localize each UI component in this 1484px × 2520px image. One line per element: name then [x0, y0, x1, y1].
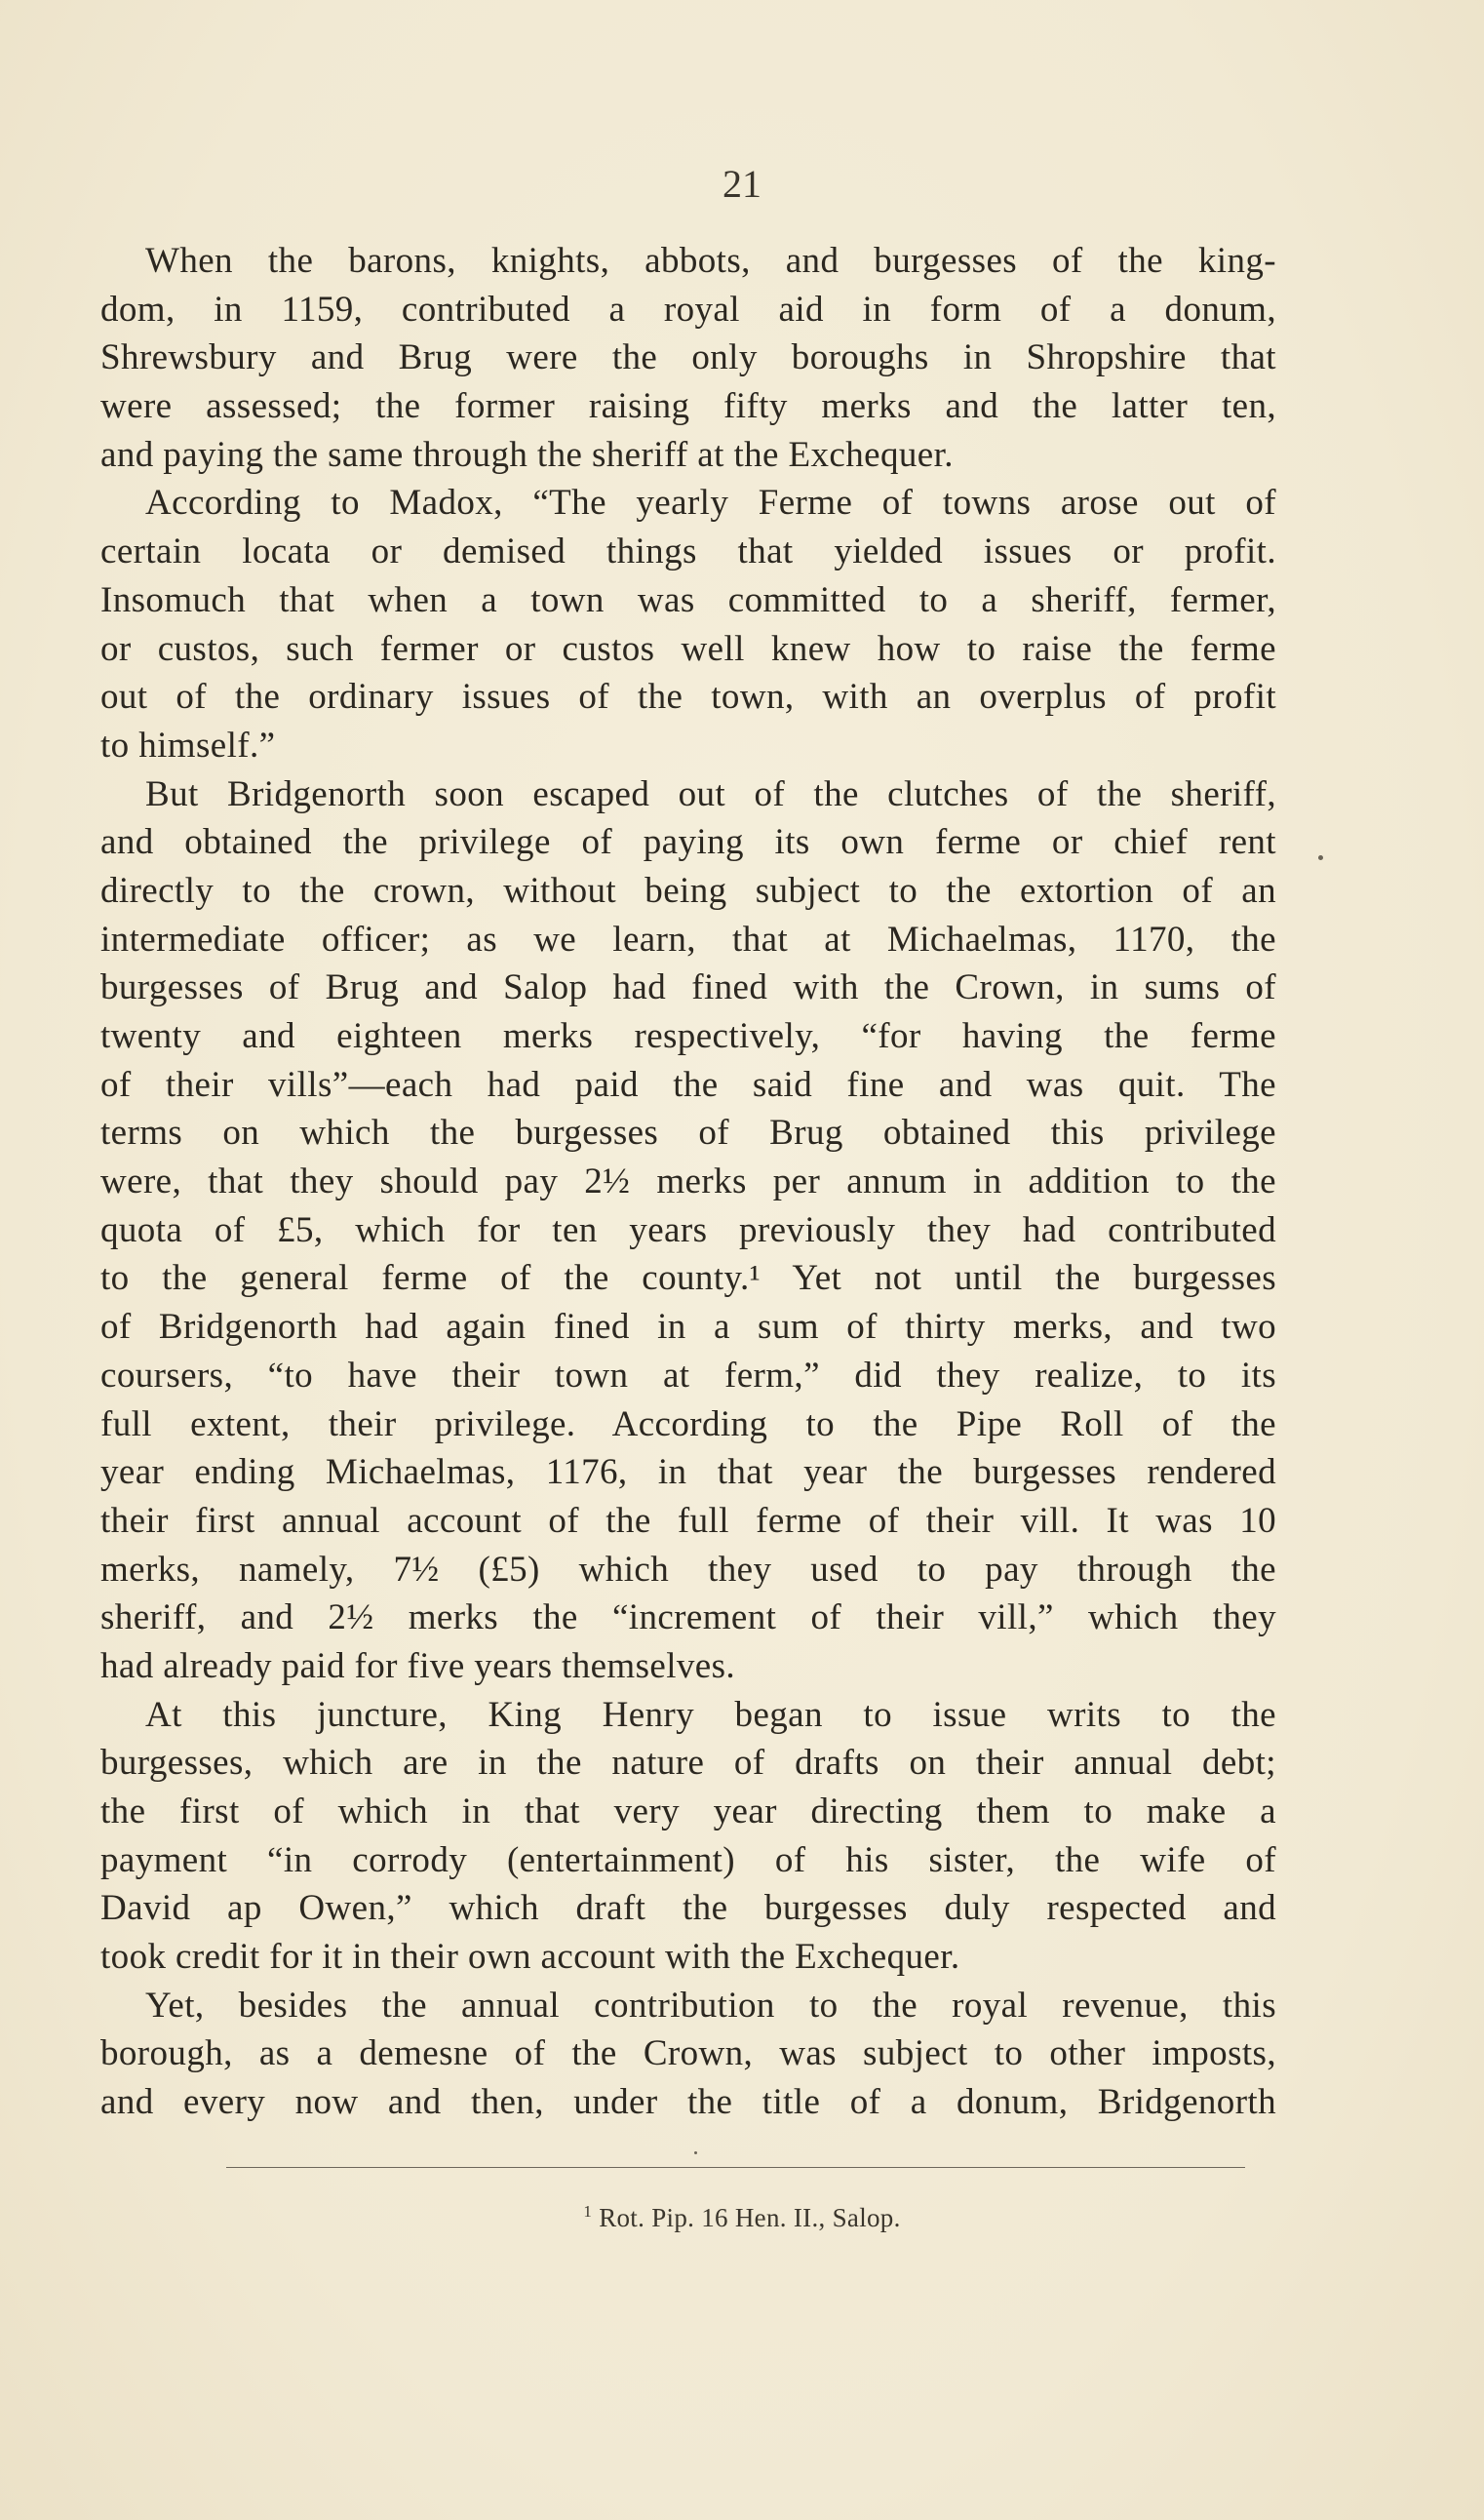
footnote-mark: 1: [583, 2202, 593, 2221]
text-line: sheriff, and 2½ merks the “increment of their vill,” which they: [100, 1597, 1276, 1638]
text-line: directly to the crown, without being subject to the extortion of an: [100, 870, 1276, 911]
text-line: and obtained the privilege of paying its own ferme or chief rent: [100, 822, 1276, 863]
text-line: burgesses of Brug and Salop had fined with the Crown, in sums of: [100, 967, 1276, 1008]
text-line: were assessed; the former raising fifty merks and the latter ten,: [100, 386, 1276, 427]
text-line: burgesses, which are in the nature of drafts on their annual debt;: [100, 1743, 1276, 1784]
text-line: took credit for it in their own account with the Exchequer.: [100, 1937, 960, 1978]
text-line: Yet, besides the annual contribution to the royal revenue, this: [145, 1985, 1276, 2026]
text-line: twenty and eighteen merks respectively, “for having the ferme: [100, 1016, 1276, 1056]
ink-speck: [694, 2151, 697, 2154]
text-line: When the barons, knights, abbots, and burgesses of the king-: [145, 241, 1276, 281]
text-line: or custos, such fermer or custos well knew how to raise the ferme: [100, 628, 1276, 669]
text-line: terms on which the burgesses of Brug obtained this privilege: [100, 1113, 1276, 1154]
text-line: and every now and then, under the title of a donum, Bridgenorth: [100, 2082, 1276, 2123]
text-line: their first annual account of the full ferme of their vill. It was 10: [100, 1500, 1276, 1541]
text-line: dom, in 1159, contributed a royal aid in form of a donum,: [100, 289, 1276, 330]
text-line: Insomuch that when a town was committed to a sheriff, fermer,: [100, 579, 1276, 620]
page-number: 21: [722, 162, 762, 206]
text-line: year ending Michaelmas, 1176, in that year the burgesses rendered: [100, 1452, 1276, 1493]
text-line: of Bridgenorth had again fined in a sum of thirty merks, and two: [100, 1307, 1276, 1348]
text-line: and paying the same through the sheriff at the Exchequer.: [100, 434, 954, 475]
text-line: intermediate officer; as we learn, that at Michaelmas, 1170, the: [100, 919, 1276, 960]
text-line: the first of which in that very year directing them to make a: [100, 1792, 1276, 1831]
text-line: had already paid for five years themselves.: [100, 1645, 736, 1686]
footnote: [0, 2202, 1484, 2233]
text-line: But Bridgenorth soon escaped out of the clutches of the sheriff,: [145, 773, 1276, 814]
text-line: out of the ordinary issues of the town, with an overplus of profit: [100, 677, 1276, 718]
text-line: to the general ferme of the county.¹ Yet not until the burgesses: [100, 1258, 1276, 1299]
text-line: to himself.”: [100, 725, 276, 766]
text-line: According to Madox, “The yearly Ferme of towns arose out of: [145, 483, 1276, 524]
text-line: of their vills”—each had paid the said fine and was quit. The: [100, 1064, 1276, 1105]
text-line: borough, as a demesne of the Crown, was subject to other imposts,: [100, 2033, 1276, 2074]
ink-speck: [1318, 855, 1323, 860]
text-line: certain locata or demised things that yielded issues or profit.: [100, 532, 1276, 572]
text-line: Shrewsbury and Brug were the only boroughs in Shropshire that: [100, 337, 1276, 378]
text-line: At this juncture, King Henry began to issue writs to the: [145, 1694, 1276, 1735]
text-line: coursers, “to have their town at ferm,” did they realize, to its: [100, 1355, 1276, 1396]
footnote-divider: [226, 2167, 1245, 2168]
text-line: merks, namely, 7½ (£5) which they used to pay through the: [100, 1549, 1276, 1590]
text-line: were, that they should pay 2½ merks per annum in addition to the: [100, 1162, 1276, 1202]
footnote-text: Rot. Pip. 16 Hen. II., Salop.: [599, 2203, 901, 2232]
text-line: David ap Owen,” which draft the burgesses duly respected and: [100, 1888, 1276, 1929]
body-text: [100, 237, 1276, 2127]
text-line: quota of £5, which for ten years previously they had contributed: [100, 1209, 1276, 1250]
text-line: payment “in corrody (entertainment) of his sister, the wife of: [100, 1839, 1276, 1880]
text-line: full extent, their privilege. According to the Pipe Roll of the: [100, 1403, 1276, 1444]
